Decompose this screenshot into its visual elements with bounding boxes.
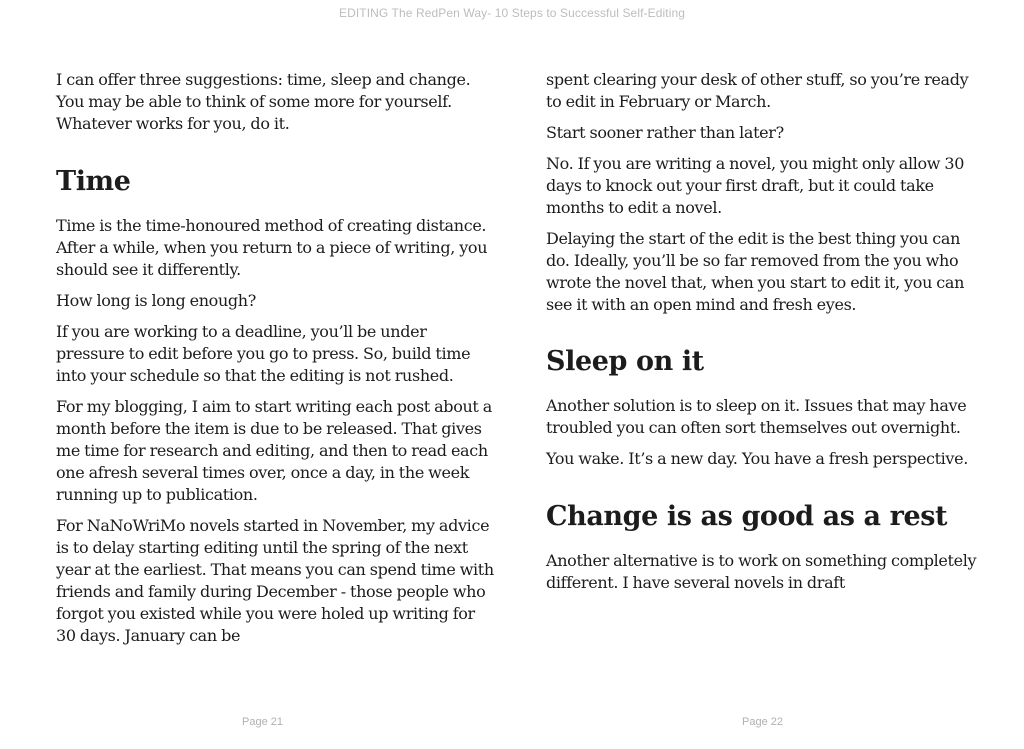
body-paragraph: spent clearing your desk of other stuff, so you’re ready to edit in February or March.: [546, 70, 969, 111]
body-paragraph: Another alternative is to work on something completely different. I have several novels in draft: [546, 551, 977, 592]
body-paragraph: If you are working to a deadline, you’ll be under pressure to edit before you go to press. So, build time into your schedule so that the editing is not rushed.: [56, 322, 471, 385]
body-paragraph: You wake. It’s a new day. You have a fresh perspective.: [546, 449, 968, 468]
left-page-content: [56, 69, 496, 656]
page-number-right: Page 22: [742, 716, 783, 728]
body-paragraph: How long is long enough?: [56, 291, 256, 310]
section-heading-time: Time: [56, 166, 131, 197]
section-heading-change: Change is as good as a rest: [546, 501, 948, 532]
body-paragraph: No. If you are writing a novel, you might only allow 30 days to knock out your first draft, but it could take months to edit a novel.: [546, 154, 965, 217]
body-paragraph: Delaying the start of the edit is the best thing you can do. Ideally, you’ll be so far removed from the you who wrote the novel that, when you start to edit it, you can see it with an open mind and fresh eyes.: [546, 229, 965, 314]
left-page[interactable]: [56, 0, 496, 749]
window-title: EDITING The RedPen Way- 10 Steps to Successful Self-Editing: [338, 6, 686, 20]
section-heading-sleep: Sleep on it: [546, 346, 704, 377]
right-page[interactable]: [546, 0, 986, 749]
body-paragraph: Time is the time-honoured method of creating distance. After a while, when you return to a piece of writing, you should see it differently.: [56, 216, 488, 279]
body-paragraph: Another solution is to sleep on it. Issues that may have troubled you can often sort themselves out overnight.: [546, 396, 967, 437]
page-number-left: Page 21: [242, 716, 283, 728]
body-paragraph: For my blogging, I aim to start writing each post about a month before the item is due to be released. That gives me time for research and editing, and then to read each one afresh several times over, once a day, in the week running up to publication.: [56, 397, 492, 504]
intro-paragraph: I can offer three suggestions: time, sleep and change. You may be able to think of some more for yourself. Whatever works for you, do it.: [56, 70, 471, 133]
body-paragraph: For NaNoWriMo novels started in November, my advice is to delay starting editing until the spring of the next year at the earliest. That means you can spend time with friends and family during December - those people who forgot you existed while you were holed up writing for 30 days. January can be: [56, 516, 494, 645]
body-paragraph: Start sooner rather than later?: [546, 123, 784, 142]
right-page-content: [546, 69, 986, 603]
